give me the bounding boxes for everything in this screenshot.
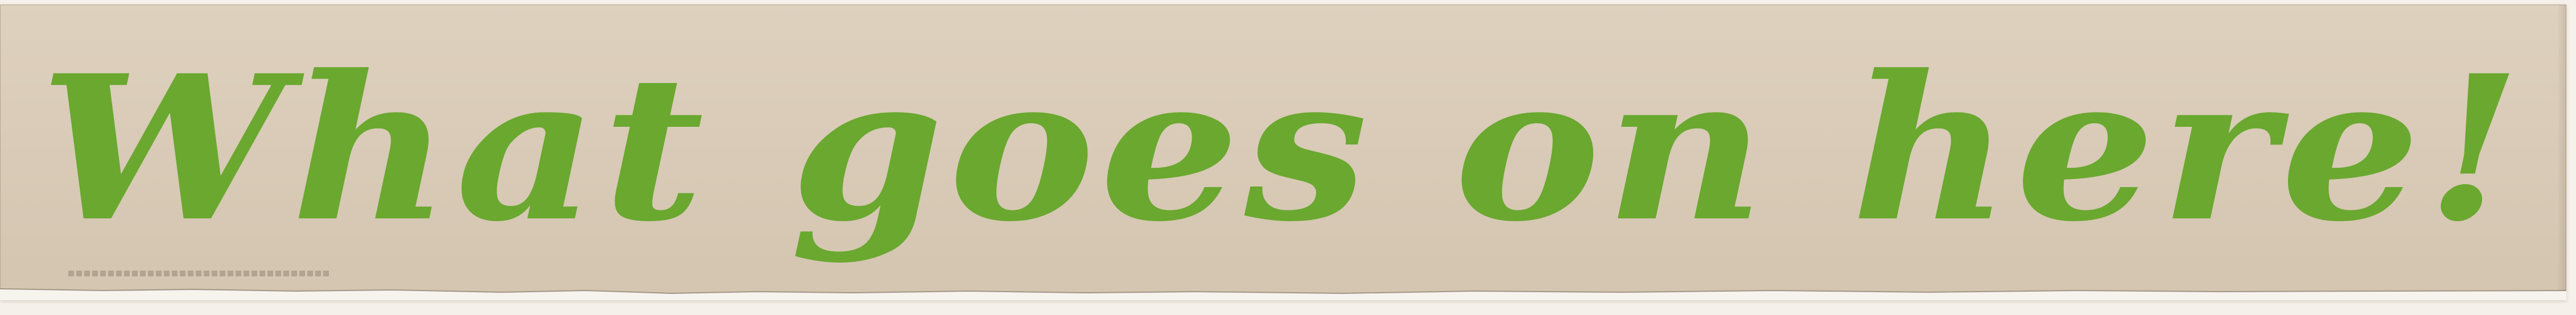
- headline-graphic: [0, 5, 2566, 300]
- paper-strip: [0, 5, 2566, 300]
- headline-text: What goes on here!: [40, 31, 2526, 266]
- torn-bottom-edge: [0, 287, 2566, 300]
- faint-newsprint-mark: [68, 271, 330, 276]
